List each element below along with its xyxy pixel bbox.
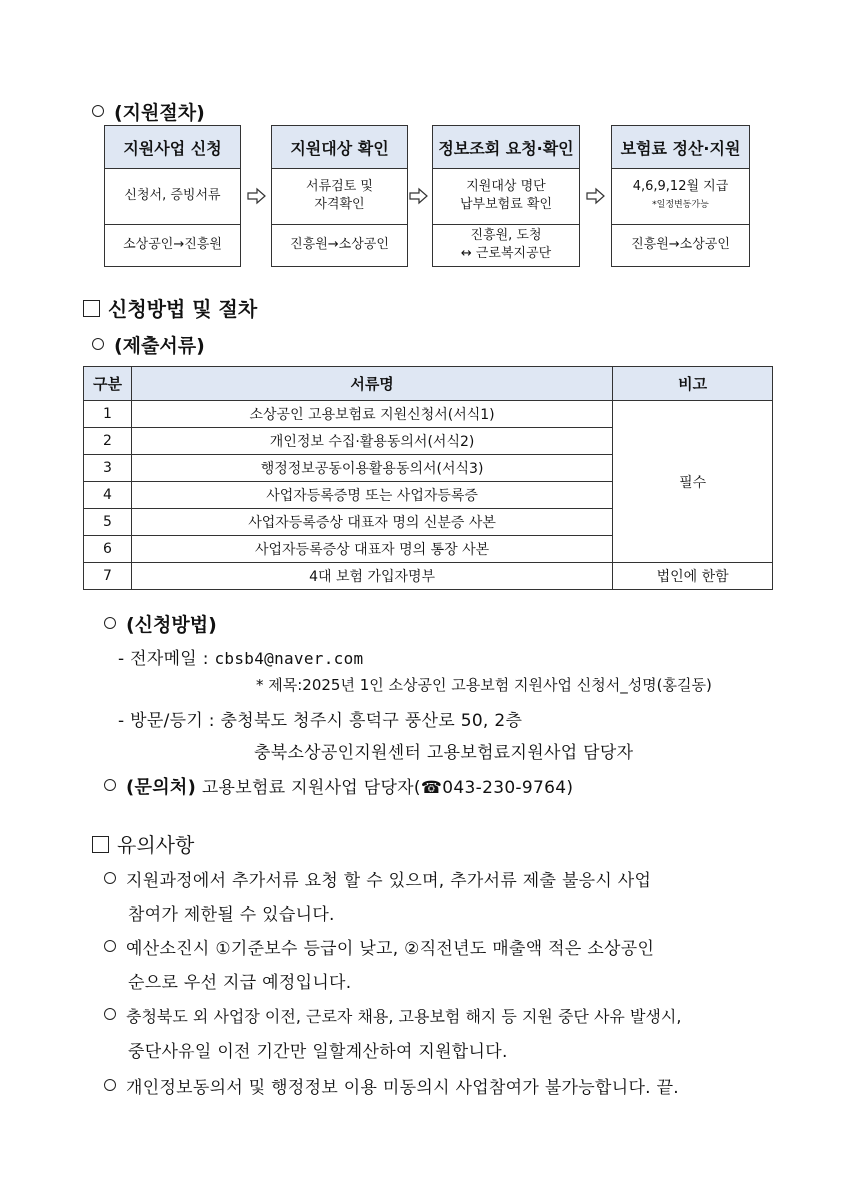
flow-step-actor: 진흥원, 도청 ↔ 근로복지공단 <box>460 228 552 261</box>
document-name: 4대 보험 가입자명부 <box>131 563 612 590</box>
method-heading: (신청방법) <box>104 610 217 637</box>
flow-step-title: 정보조회 요청·확인 <box>433 126 579 169</box>
contact-heading: (문의처) <box>126 777 197 798</box>
circle-bullet-icon <box>104 1079 116 1091</box>
circle-bullet-icon <box>104 779 116 791</box>
arrow-right-icon <box>585 187 607 205</box>
document-name: 개인정보 수집·활용동의서(서식2) <box>131 428 612 455</box>
circle-bullet-icon <box>104 1008 116 1020</box>
row-number: 6 <box>84 536 132 563</box>
circle-bullet-icon <box>104 872 116 884</box>
flow-step-verify <box>271 125 408 267</box>
circle-bullet-icon <box>104 617 116 629</box>
column-header: 서류명 <box>131 367 612 401</box>
flow-step-actor: 소상공인→진흥원 <box>123 237 222 252</box>
flow-step-desc: 서류검토 및 자격확인 <box>272 168 407 225</box>
row-number: 4 <box>84 482 132 509</box>
arrow-right-icon <box>246 187 268 205</box>
email-subject: * 제목:2025년 1인 소상공인 고용보험 지원사업 신청서_성명(홍길동) <box>256 676 712 694</box>
email-line <box>118 644 363 669</box>
row-number: 2 <box>84 428 132 455</box>
square-bullet-icon <box>83 300 100 317</box>
application-heading: 신청방법 및 절차 <box>83 293 257 322</box>
contact-line <box>104 773 573 799</box>
flow-step-settlement <box>611 125 750 267</box>
document-name: 사업자등록증상 대표자 명의 신분증 사본 <box>131 509 612 536</box>
document-name: 소상공인 고용보험료 지원신청서(서식1) <box>131 401 612 428</box>
note-item: 충청북도 외 사업장 이전, 근로자 채용, 고용보험 해지 등 지원 중단 사유 발생시, <box>104 1004 681 1027</box>
flow-step-desc: 지원대상 명단 납부보험료 확인 <box>433 168 579 225</box>
email-label: - 전자메일 : <box>118 649 215 669</box>
schedule-note: *일정변동가능 <box>652 200 709 210</box>
note-item-cont: 참여가 제한될 수 있습니다. <box>128 905 335 925</box>
flow-step-desc: 신청서, 증빙서류 <box>105 168 240 225</box>
table-row <box>84 401 773 428</box>
circle-bullet-icon <box>92 338 104 350</box>
flow-step-actor: 진흥원→소상공인 <box>631 237 730 252</box>
row-number: 5 <box>84 509 132 536</box>
flow-step-actor: 진흥원→소상공인 <box>290 237 389 252</box>
contact-text: 고용보험료 지원사업 담당자(☎043-230-9764) <box>196 778 574 798</box>
visit-label: - 방문/등기 : <box>118 711 221 731</box>
email-address[interactable]: cbsb4@naver.com <box>214 649 364 668</box>
column-header: 구분 <box>84 367 132 401</box>
note-item-cont: 중단사유일 이전 기간만 일할계산하여 지원합니다. <box>128 1042 508 1062</box>
document-name: 사업자등록증상 대표자 명의 통장 사본 <box>131 536 612 563</box>
note-item: 지원과정에서 추가서류 요청 할 수 있으며, 추가서류 제출 불응시 사업 <box>104 866 774 891</box>
notes-heading: 유의사항 <box>92 829 194 858</box>
flow-step-desc: 4,6,9,12월 지급 *일정변동가능 <box>612 168 749 225</box>
required-note: 필수 <box>613 401 773 563</box>
note-item: 예산소진시 ①기준보수 등급이 낮고, ②직전년도 매출액 적은 소상공인 <box>104 934 654 959</box>
circle-bullet-icon <box>92 105 104 117</box>
documents-table <box>83 366 773 590</box>
visit-line <box>118 706 522 731</box>
documents-heading: (제출서류) <box>92 331 205 358</box>
flow-step-inquiry <box>432 125 580 267</box>
flow-step-title: 지원대상 확인 <box>272 126 407 169</box>
visit-address: 충청북도 청주시 흥덕구 풍산로 50, 2층 <box>220 711 523 731</box>
row-number: 7 <box>84 563 132 590</box>
visit-address-2: 충북소상공인지원센터 고용보험료지원사업 담당자 <box>254 743 634 763</box>
note-item: 개인정보동의서 및 행정정보 이용 미동의시 사업참여가 불가능합니다. 끝. <box>104 1073 679 1098</box>
arrow-right-icon <box>408 187 430 205</box>
note-item-cont: 순으로 우선 지급 예정입니다. <box>128 973 352 993</box>
corp-note: 법인에 한함 <box>613 563 773 590</box>
row-number: 1 <box>84 401 132 428</box>
document-name: 행정정보공동이용활용동의서(서식3) <box>131 455 612 482</box>
table-header-row <box>84 367 773 401</box>
table-row <box>84 563 773 590</box>
flow-step-title: 지원사업 신청 <box>105 126 240 169</box>
flow-step-apply <box>104 125 241 267</box>
column-header: 비고 <box>613 367 773 401</box>
flow-step-title: 보험료 정산·지원 <box>612 126 749 169</box>
row-number: 3 <box>84 455 132 482</box>
square-bullet-icon <box>92 836 109 853</box>
document-name: 사업자등록증명 또는 사업자등록증 <box>131 482 612 509</box>
procedure-heading: (지원절차) <box>92 98 205 125</box>
circle-bullet-icon <box>104 940 116 952</box>
